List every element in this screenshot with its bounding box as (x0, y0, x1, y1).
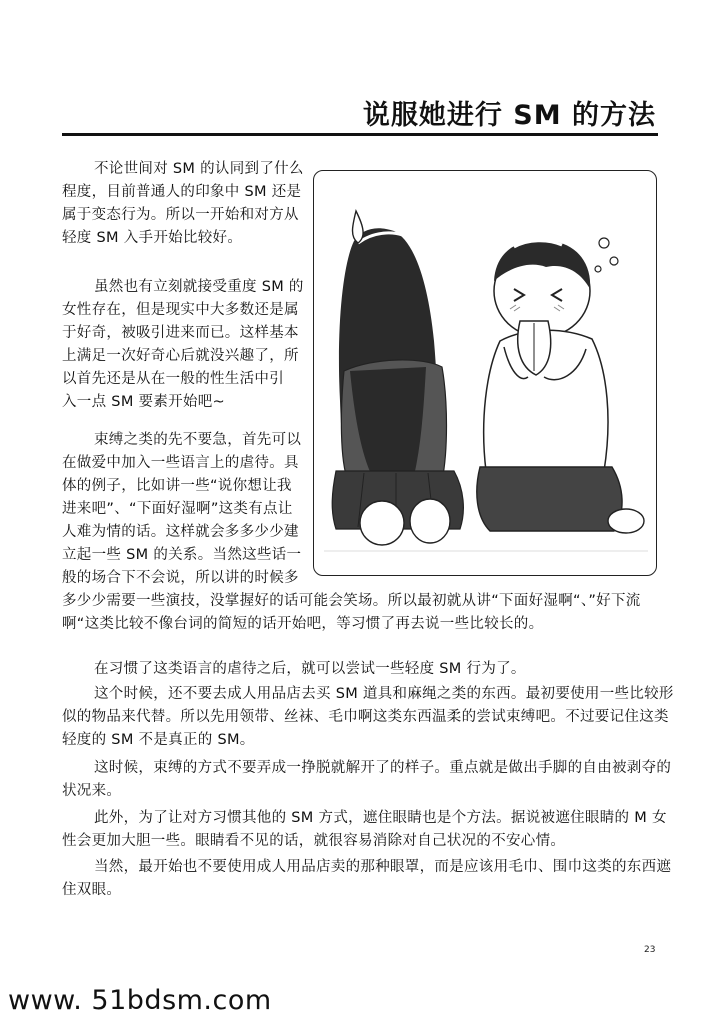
text-line: 这时候，束缚的方式不要弄成一挣脱就解开了的样子。重点就是做出手脚的自由被剥夺的 (94, 760, 672, 776)
text-line: 此外，为了让对方习惯其他的 SM 方式，遮住眼睛也是个方法。据说被遮住眼睛的 M 女 (94, 810, 667, 826)
text-line: 女性存在，但是现实中大多数还是属 (62, 302, 299, 318)
text-line: 上满足一次好奇心后就没兴趣了，所 (62, 348, 299, 364)
sweat-drop (353, 211, 364, 243)
text-line: 于好奇，被吸引进来而已。这样基本 (62, 325, 299, 341)
text-line: 在做爱中加入一些语言上的虐待。具 (62, 455, 299, 471)
text-line: 进来吧”、“下面好湿啊”这类有点让 (62, 501, 293, 517)
text-line: 程度，目前普通人的印象中 SM 还是 (62, 184, 302, 200)
text-line: 啊“这类比较不像台词的简短的话开始吧，等习惯了再去说一些比较长的。 (62, 616, 544, 632)
text-line: 体的例子，比如讲一些“说你想让我 (62, 478, 292, 494)
text-line: 性会更加大胆一些。眼睛看不见的话，就很容易消除对自己状况的不安心情。 (62, 833, 566, 849)
watermark-url: www. 51bdsm.com (8, 985, 272, 1016)
page-number: 23 (644, 945, 656, 955)
paragraph-8 (62, 856, 671, 902)
girl-foot-right (410, 499, 450, 543)
bubble (599, 238, 609, 248)
bubble (610, 257, 618, 265)
text-line: 轻度 SM 入手开始比较好。 (62, 230, 243, 246)
text-line: 轻度的 SM 不是真正的 SM。 (62, 732, 255, 748)
text-line: 属于变态行为。所以一开始和对方从 (62, 207, 299, 223)
text-line: 虽然也有立刻就接受重度 SM 的 (94, 279, 304, 295)
page-title: 说服她进行 SM 的方法 (362, 100, 656, 131)
text-line: 般的场合下不会说，所以讲的时候多 (62, 570, 299, 586)
boy-pants (477, 467, 622, 531)
title-underline (62, 133, 658, 136)
text-line: 当然，最开始也不要使用成人用品店卖的那种眼罩，而是应该用毛巾、围巾这类的东西遮 (94, 859, 672, 875)
text-line: 人难为情的话。这样就会多多少少建 (62, 524, 299, 540)
paragraph-1 (62, 158, 304, 250)
girl-foot-left (360, 501, 404, 545)
text-line: 不论世间对 SM 的认同到了什么 (94, 161, 304, 177)
boy-figure (477, 238, 644, 533)
paragraph-2 (62, 276, 304, 414)
boy-foot (608, 509, 644, 533)
text-line: 住双眼。 (62, 882, 122, 898)
paragraph-5 (62, 683, 674, 752)
text-line: 状况来。 (62, 783, 122, 799)
paragraph-6 (62, 757, 671, 803)
paragraph-7 (62, 807, 667, 853)
text-line: 以首先还是从在一般的性生活中引 (62, 371, 284, 387)
text-line: 束缚之类的先不要急，首先可以 (94, 432, 302, 448)
bubble (595, 266, 601, 272)
text-line: 立起一些 SM 的关系。当然这些话一 (62, 547, 302, 563)
paragraph-4 (62, 658, 526, 681)
text-line: 多少少需要一些演技，没掌握好的话可能会笑场。所以最初就从讲“下面好湿啊“、”好下流 (62, 593, 641, 609)
text-line: 在习惯了这类语言的虐待之后，就可以尝试一些轻度 SM 行为了。 (94, 661, 526, 677)
girl-figure (332, 211, 463, 545)
text-line: 这个时候，还不要去成人用品店去买 SM 道具和麻绳之类的东西。最初要使用一些比较形 (94, 686, 674, 702)
illustration-frame (313, 170, 657, 576)
text-line: 似的物品来代替。所以先用领带、丝袜、毛巾啊这类东西温柔的尝试束缚吧。不过要记住这类 (62, 709, 669, 725)
manga-illustration (314, 171, 657, 576)
text-line: 入一点 SM 要素开始吧~ (62, 394, 225, 410)
